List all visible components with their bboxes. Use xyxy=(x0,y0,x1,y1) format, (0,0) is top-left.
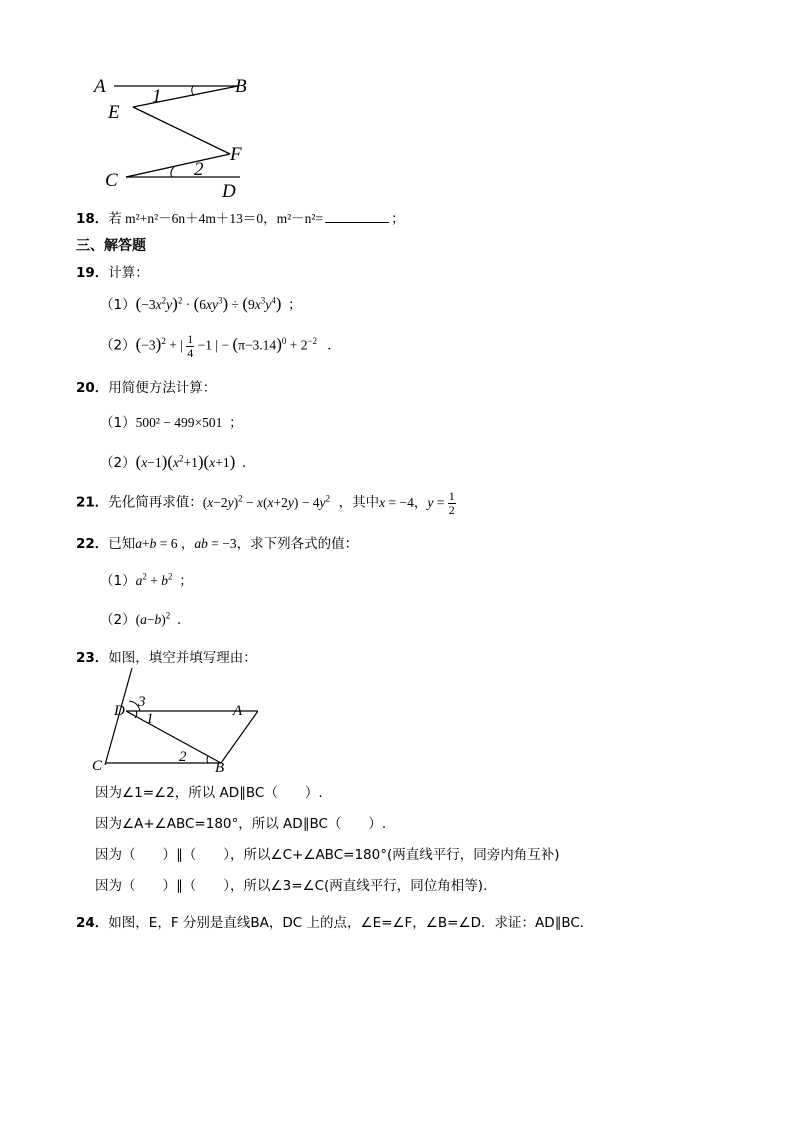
q22-number: 22． xyxy=(76,536,109,552)
question-18 xyxy=(76,207,405,227)
fig2-angle-1: 1 xyxy=(146,711,154,727)
fig2-label-b: B xyxy=(215,760,225,776)
figure-parallelogram xyxy=(88,664,258,776)
q20-number: 20． xyxy=(76,380,109,396)
q18-blank[interactable] xyxy=(325,210,389,223)
fig2-angle-3: 3 xyxy=(138,694,146,710)
q19-stem: 计算： xyxy=(108,265,149,281)
q22-stem-pre: 已知 xyxy=(108,536,136,552)
q21-number: 21． xyxy=(76,494,109,511)
q20-part1 xyxy=(100,411,243,431)
q22-part2: $(2)(a-b)^2$ ． xyxy=(100,610,191,628)
q21-cond: ，其中 xyxy=(338,494,380,511)
q19-number: 19． xyxy=(76,265,109,281)
q20-p1-end: ； xyxy=(229,415,243,430)
q23-stem: 如图，填空并填写理由： xyxy=(108,650,257,666)
question-24 xyxy=(76,911,593,931)
figure-zigzag xyxy=(90,70,270,200)
fig2-angle-2: 2 xyxy=(179,749,187,765)
q23-line4: 因为（ ）∥（ ），所以∠3=∠C(两直线平行，同位角相等). xyxy=(95,878,488,894)
fig1-angle-2: 2 xyxy=(194,159,204,180)
q20-p1-expr: 500² − 499×501 xyxy=(135,415,223,430)
question-23 xyxy=(76,646,257,666)
question-21: 21．先化简再求值：$(x-2y)^2 - x(x+2y) - 4y^2$ ，其中x = −4，y = $\frac{1}{2}$ xyxy=(76,489,455,517)
q22-stem-post: ，求下列各式的值： xyxy=(236,536,359,552)
q20-p2-label: （2） xyxy=(100,455,136,471)
fig2-label-d: D xyxy=(114,703,125,719)
question-22: 22．已知a+b = 6 ，ab = −3，求下列各式的值： xyxy=(76,536,359,552)
fig1-label-a: A xyxy=(94,76,106,97)
fig2-label-c: C xyxy=(92,758,103,774)
fig1-angle-1: 1 xyxy=(152,86,162,107)
q18-number: 18． xyxy=(76,211,109,227)
fig1-label-b: B xyxy=(235,76,247,97)
q19-p1-label: （1） xyxy=(100,297,136,313)
q22-p2-end: ． xyxy=(176,612,191,627)
q24-text: 如图，E，F 分别是直线BA，DC 上的点，∠E=∠F，∠B=∠D．求证：AD∥BC． xyxy=(108,915,594,931)
q20-stem: 用简便方法计算： xyxy=(108,380,217,396)
q20-part2: $(2)(x-1)(x^2+1)(x+1)$ ． xyxy=(100,452,256,471)
q19-p2-label: （2） xyxy=(100,337,136,354)
q22-p1-end: ； xyxy=(179,573,193,588)
q20-p2-end: ． xyxy=(242,455,256,470)
q18-end: ； xyxy=(391,211,405,227)
q23-line3: 因为（ ）∥（ ），所以∠C+∠ABC=180°(两直线平行，同旁内角互补) xyxy=(95,847,560,863)
q20-p1-label: （1） xyxy=(100,415,136,431)
fig1-label-d: D xyxy=(222,181,236,200)
q19-p2-end: ． xyxy=(327,337,341,353)
section-title: 三、解答题 xyxy=(76,238,146,254)
q22-p1-label: （1） xyxy=(100,573,136,589)
q19-p1-end: ； xyxy=(288,297,302,312)
q21-stem: 先化简再求值： xyxy=(108,494,203,511)
q22-p2-label: （2） xyxy=(100,612,136,628)
q23-number: 23． xyxy=(76,650,109,666)
fig1-label-f: F xyxy=(230,144,242,165)
q24-number: 24． xyxy=(76,915,109,931)
q22-part1: $(1)a^2 + b^2$ ； xyxy=(100,571,193,589)
fig1-label-c: C xyxy=(105,170,118,191)
q23-line2: 因为∠A+∠ABC=180°，所以 AD∥BC（ ）. xyxy=(95,816,387,832)
q23-line1: 因为∠1=∠2，所以 AD∥BC（ ）. xyxy=(95,785,323,801)
question-19 xyxy=(76,261,149,281)
q19-part2: $(2)(-3)^2$ + | $\frac{1}{4}$ −1 | − $(\pi-3.14)^0 + 2^{-2}$ ． xyxy=(100,332,341,360)
fig2-label-a: A xyxy=(233,703,243,719)
q18-text: 若 m²+n²－6n＋4m＋13＝0，m²－n²= xyxy=(108,211,324,226)
fig1-label-e: E xyxy=(108,102,120,123)
question-20 xyxy=(76,376,216,396)
q19-part1: $(1)(-3x^2y)^2 \cdot (6xy^3) \div (9x^3y^4)$ ； xyxy=(100,294,302,313)
